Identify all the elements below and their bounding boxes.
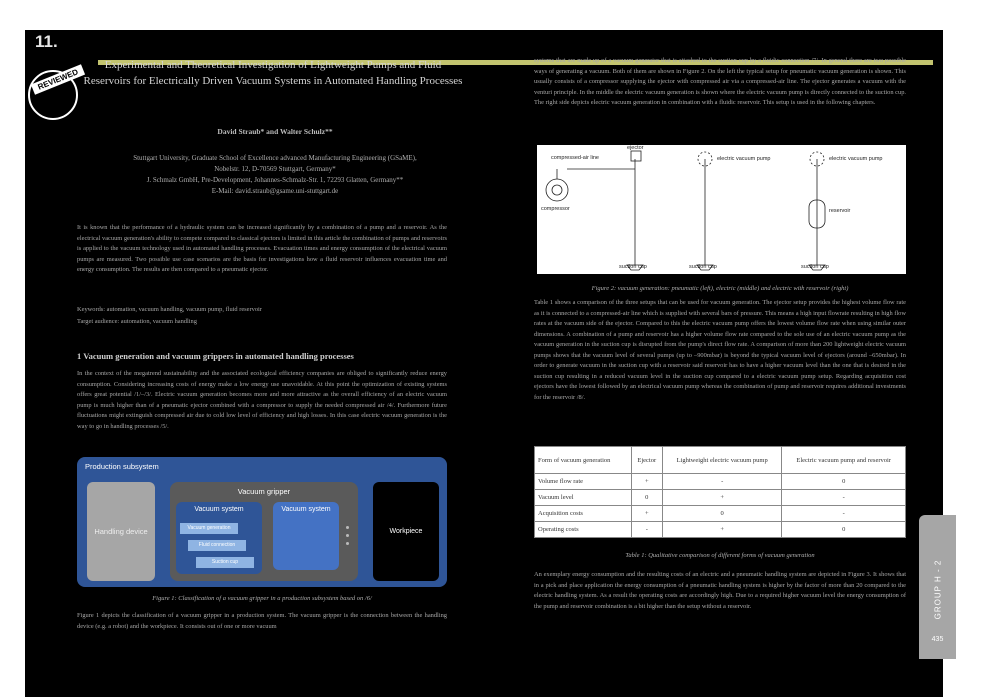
vacuum-gripper-label: Vacuum gripper [237, 487, 291, 496]
workpiece-box: Workpiece [373, 482, 439, 581]
table-header: Lightweight electric vacuum pump [662, 447, 781, 474]
affiliations [85, 153, 465, 197]
table-cell: Volume flow rate [535, 474, 632, 490]
suction-cup-label: suction cup [619, 264, 647, 270]
table-cell: Operating costs [535, 522, 632, 538]
table-row [535, 474, 906, 490]
table-cell: - [631, 522, 662, 538]
group-label: GROUP H - 2 [933, 559, 943, 620]
table-cell: 0 [782, 474, 906, 490]
figure-1-text: Figure 1 depicts the classification of a vacuum gripper in a production system. The vacuum gripper is the connection between the handling device (e.g. a robot) and the workpiece. It consists out of one or more vacuum [77, 612, 447, 630]
figure-2 [537, 145, 906, 274]
table-row [535, 522, 906, 538]
chapter-number: 11. [35, 32, 58, 51]
figure-1-caption: Figure 1: Classification of a vacuum gripper in a production subsystem based on /6/ [152, 595, 372, 602]
vacuum-gripper-box [170, 482, 358, 581]
figure-2-caption: Figure 2: vacuum generation: pneumatic (left), electric (middle) and electric with reservoir (right) [591, 285, 849, 292]
compressor-label: compressor [541, 206, 570, 212]
reviewed-badge: REVIEWED [31, 64, 85, 94]
table-cell: - [782, 506, 906, 522]
table-header-row [535, 447, 906, 474]
table-header: Ejector [631, 447, 662, 474]
vacuum-system-box [273, 502, 339, 570]
right-intro-text: systems that are made up of a vacuum generator that is attached to the suction cup by a fluidic connection /7/. In general there are two possible ways of generating a vacuum. Both of them are shown in Figure 2. On the left the typical setup for pneumatic vacuum generation is shown. This usually consists of a compressor supplying the ejector with compressed air via a compressed-air line. The ejector generates a vacuum with the venturi principle. In the middle the electric vacuum generation is shown where the electric vacuum pump is directly connected to the suction cup. The right side depicts electric vacuum generation in combination with a fluidic reservoir. This setup is used in the following chapters. [534, 57, 906, 106]
suction-cup-label: suction cup [689, 264, 717, 270]
final-text: An exemplary energy consumption and the resulting costs of an electric and a pneumatic handling system are depicted in Figure 3. It shows that in a pick and place application the energy consumption of a pneumatic handling system is higher by the factor of more than 20 compared to the electric handling system. As a result the operating costs are accordingly high. Due to a required higher vacuum level the energy consumption of the pump and reservoir combination is a bit higher than the setup without a reservoir. [534, 571, 906, 610]
fluid-connection-chip: Fluid connection [188, 540, 246, 551]
handling-device-box: Handling device [87, 482, 155, 581]
suction-cup-label: suction cup [801, 264, 829, 270]
group-side-tab [919, 515, 956, 659]
table-cell: + [631, 506, 662, 522]
table-intro-text: Table 1 shows a comparison of the three setups that can be used for vacuum generation. The ejector setup provides the highest volume flow rate as it is connected to a compressed-air line which is supplied with several bars of pressure. This means a high input flowrate resulting in high flow rates at the vacuum side of the ejector. Compared to this the electric vacuum pump offers the lowest volume flow rate when using similar outer dimensions. A combination of a pump and reservoir has a higher volume flow rate compared to the sole use of an electric vacuum pump as the vacuum generation in the suction cup is disrupted from the pump's direct flow rate. A comparison of more than 200 lightweight electric vacuum pumps shows that the vacuum level of several pumps (up to –900mbar) is beyond the typical vacuum level of ejectors (around –650mbar). In order to generate vacuum in the suction cup with a reservoir said reservoir has to have a higher vacuum level than the one that is desired in the suction cup resulting in a reduced vacuum level in the suction cup compared to a electric vacuum pump setup. Regarding acquisition cost ejectors have the lowest followed by an electrical vacuum pump whereas the combination of pump and reservoir requires additional investments for the reservoir /8/. [534, 299, 906, 401]
page-number: 435 [931, 636, 944, 643]
affiliation-line: Stuttgart University, Graduate School of Excellence advanced Manufacturing Engineering (GSaME), [133, 154, 417, 162]
table-header: Form of vacuum generation [535, 447, 632, 474]
electric-pump-label: electric vacuum pump [829, 156, 883, 162]
authors: David Straub* and Walter Schulz** [217, 127, 333, 136]
table-cell: 0 [782, 522, 906, 538]
section-heading: 1 Vacuum generation and vacuum grippers in automated handling processes [77, 351, 354, 361]
affiliation-line: E-Mail: david.straub@gsame.uni-stuttgart.de [211, 187, 339, 195]
more-systems-dots [346, 526, 350, 550]
table-row [535, 506, 906, 522]
paper-title: Experimental and Theoretical Investigation of Lightweight Pumps and Fluid Reservoirs for Electrically Driven Vacuum Systems in Automated Handling Processes [83, 59, 463, 87]
vacuum-generation-diagram [537, 145, 906, 274]
table-header: Electric vacuum pump and reservoir [782, 447, 906, 474]
affiliation-line: J. Schmalz GmbH, Pre-Development, Johannes-Schmalz-Str. 1, 72293 Glatten, Germany** [146, 176, 404, 184]
suction-cup-chip: Suction cup [196, 557, 254, 568]
table-row [535, 490, 906, 506]
table-cell: + [631, 474, 662, 490]
affiliation-line: Nobelstr. 12, D-70569 Stuttgart, Germany* [214, 165, 336, 173]
ejector-label: ejector [627, 145, 644, 151]
table-cell: + [662, 490, 781, 506]
vacuum-system-box [176, 502, 262, 574]
vacuum-system-label: Vacuum system [194, 506, 244, 513]
table-cell: - [782, 490, 906, 506]
figure-1 [77, 457, 447, 587]
production-subsystem-label: Production subsystem [85, 462, 159, 471]
table-cell: - [662, 474, 781, 490]
keywords: Keywords: automation, vacuum handling, vacuum pump, fluid reservoir [77, 306, 262, 313]
table-cell: Acquisition costs [535, 506, 632, 522]
table-cell: + [662, 522, 781, 538]
target-audience: Target audience: automation, vacuum handling [77, 318, 197, 325]
comparison-table [534, 446, 906, 538]
table-1-caption: Table 1: Qualitative comparison of different forms of vacuum generation [625, 552, 815, 559]
vacuum-generation-chip: Vacuum generation [180, 523, 238, 534]
reservoir-label: reservoir [829, 208, 851, 214]
compressed-air-line-label: compressed-air line [551, 155, 599, 161]
table-cell: 0 [631, 490, 662, 506]
vacuum-system-label: Vacuum system [281, 506, 331, 513]
journal-page [25, 30, 943, 697]
section-text: In the context of the megatrend sustainability and the associated ecological efficiency companies are obliged to significantly reduce energy consumption. Considering increasing costs of energy make a low energy use unavoidable. At this point the optimization of existing systems offers great potential /1/–/3/. Electric vacuum generation becomes more and more attractive as the overall efficiency of an electric vacuum pump is much higher than of a pneumatic ejector combined with a compressor to supply the needed compressed air /4/. Furthermore future fluctuations might extinguish compressed air due to cold low level of efficiency and high losses. In this case electric vacuum generation is the way to go in handling processes /5/. [77, 370, 447, 430]
electric-pump-label: electric vacuum pump [717, 156, 771, 162]
table-cell: 0 [662, 506, 781, 522]
abstract: It is known that the performance of a hydraulic system can be increased significantly by a combination of a pump and a reservoir. As the electrical vacuum generation's ability to compete compared to classical ejectors is limited in this article the combination of pumps and reservoirs is applied to the vacuum technology used in automated handling processes. Evacuation times and energy consumption of the electrical vacuum pumps are measured. Two possible use case scenarios are the basis for investigations how a fluid reservoir influences evacuation time and energy consumption. The results are then compared to a pneumatic ejector. [77, 224, 447, 273]
table-cell: Vacuum level [535, 490, 632, 506]
